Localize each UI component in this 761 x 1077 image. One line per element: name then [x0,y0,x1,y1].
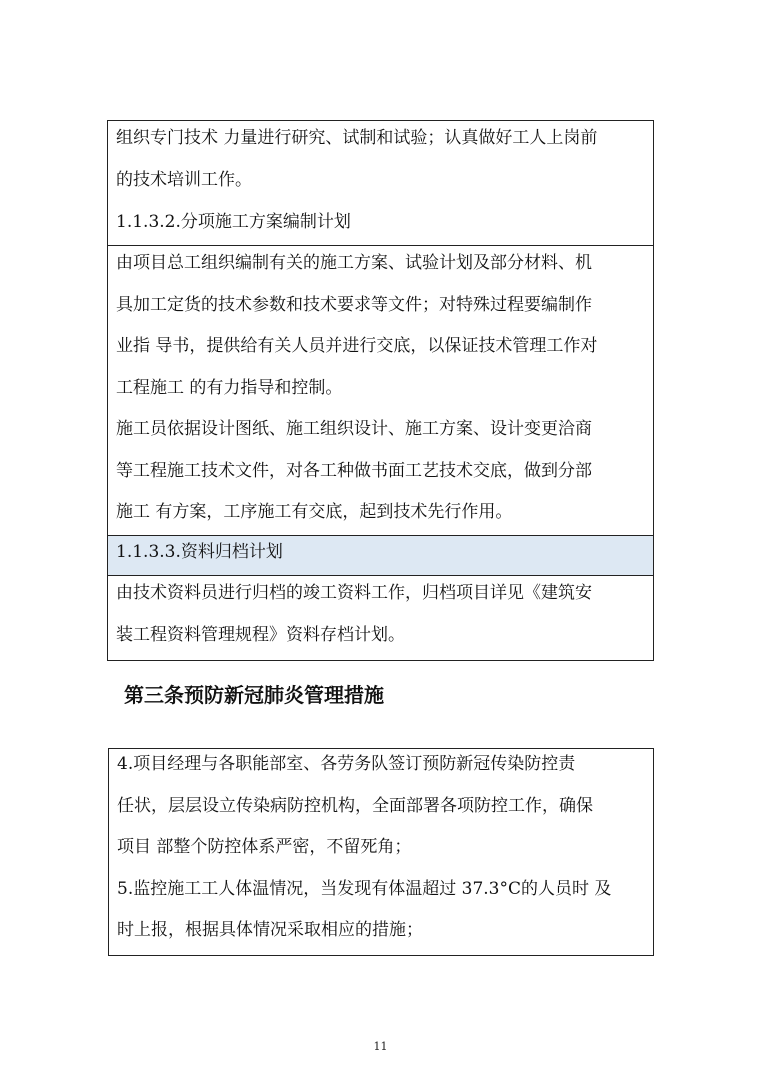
table-line: 业指 导书，提供给有关人员并进行交底，以保证技术管理工作对 [116,336,598,356]
table-line: 4.项目经理与各职能部室、各劳务队签订预防新冠传染防控责 [117,754,576,774]
table-line: 组织专门技术 力量进行研究、试制和试验；认真做好工人上岗前 [116,128,598,148]
table-line: 装工程资料管理规程》资料存档计划。 [116,625,405,645]
table-line: 1.1.3.2.分项施工方案编制计划 [116,212,351,232]
table-line: 5.监控施工工人体温情况，当发现有体温超过 37.3°C的人员时 及 [117,878,612,899]
table-line: 任状，层层设立传染病防控机构，全面部署各项防控工作，确保 [117,795,593,816]
table-row [108,575,653,660]
table-line: 工程施工 的有力指导和控制。 [116,377,343,398]
table-line: 项目 部整个防控体系严密，不留死角； [117,837,412,857]
table-line: 时上报，根据具体情况采取相应的措施； [117,920,423,940]
table-row [108,121,653,245]
table-row-shaded [108,535,653,575]
table-line: 由技术资料员进行归档的竣工资料工作，归档项目详见《建筑安 [116,583,592,603]
table-line: 1.1.3.3.资料归档计划 [116,542,283,562]
table-line: 等工程施工技术文件，对各工种做书面工艺技术交底，做到分部 [116,460,592,481]
table-line: 具加工定货的技术参数和技术要求等文件；对特殊过程要编制作 [116,294,592,315]
table-row [109,749,653,955]
table-line: 的技术培训工作。 [116,170,252,190]
document-table-1 [107,120,654,661]
table-line: 施工员依据设计图纸、施工组织设计、施工方案、设计变更洽商 [116,419,592,439]
table-line: 施工 有方案，工序施工有交底，起到技术先行作用。 [116,502,513,522]
section-heading: 第三条预防新冠肺炎管理措施 [124,683,384,707]
page-number: 11 [373,1040,388,1053]
table-line: 由项目总工组织编制有关的施工方案、试验计划及部分材料、机 [116,253,592,273]
table-row [108,245,653,535]
document-table-2 [108,748,654,956]
